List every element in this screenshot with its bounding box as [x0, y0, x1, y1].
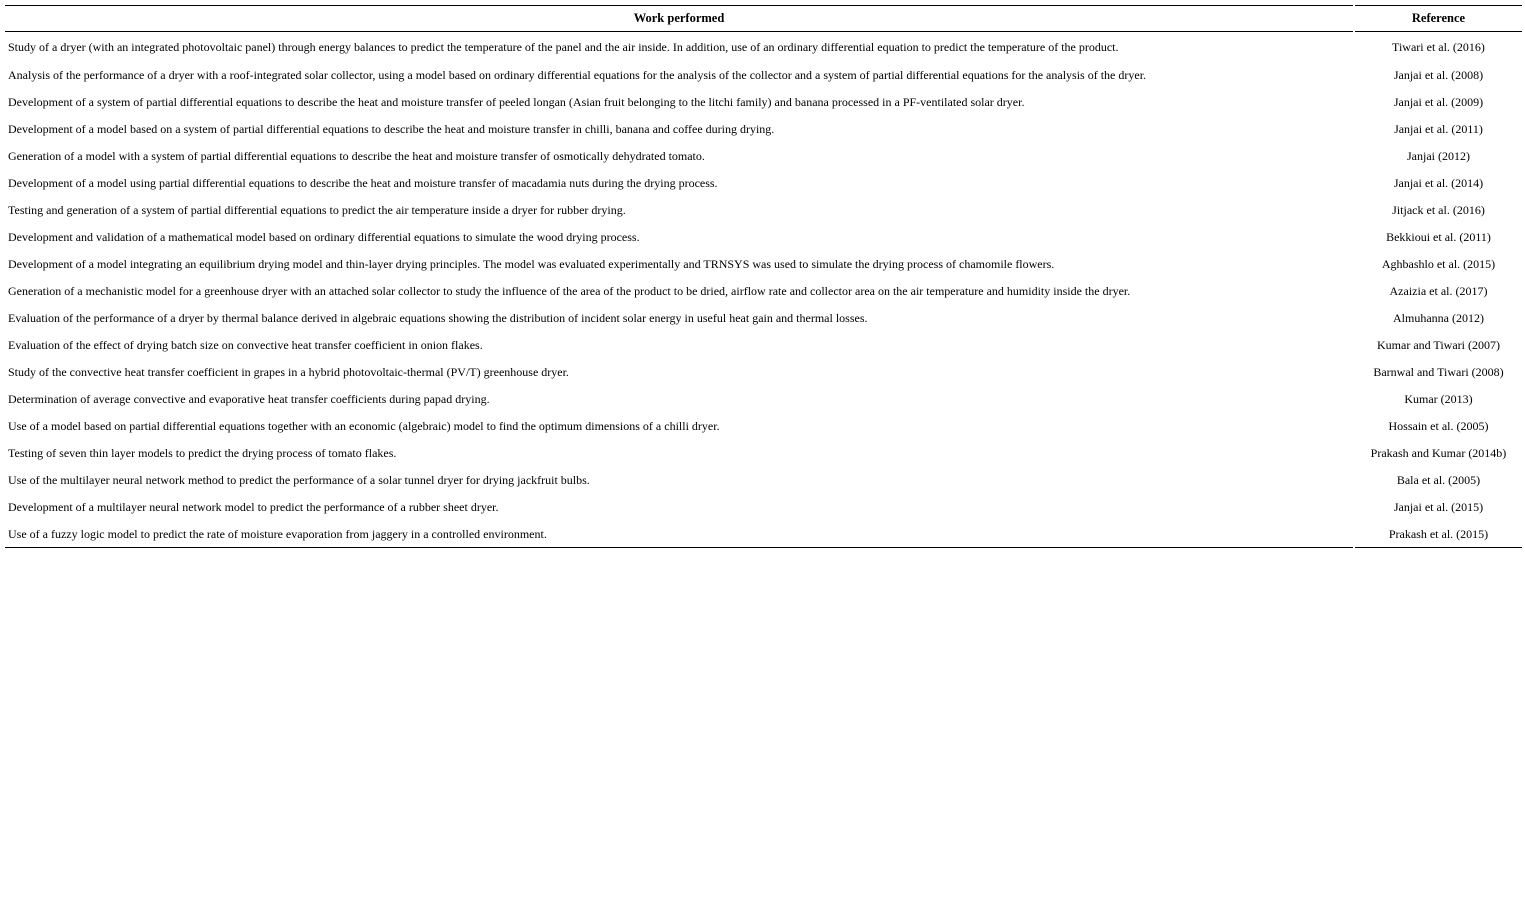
- table-row: [5, 332, 1522, 359]
- reference-cell: Tiwari et al. (2016): [1392, 40, 1485, 54]
- work-performed-cell: Development and validation of a mathematical model based on ordinary differential equations to simulate the wood drying process.: [8, 230, 640, 244]
- table-row: [5, 494, 1522, 521]
- table-row: [5, 89, 1522, 116]
- work-performed-cell: Evaluation of the effect of drying batch size on convective heat transfer coefficient in onion flakes.: [8, 338, 483, 352]
- table-header-row: [5, 5, 1522, 32]
- table-row: [5, 440, 1522, 467]
- reference-cell: Prakash and Kumar (2014b): [1370, 446, 1507, 460]
- reference-cell: Bekkioui et al. (2011): [1386, 230, 1491, 244]
- reference-cell: Prakash et al. (2015): [1355, 521, 1522, 548]
- work-performed-cell: Use of a fuzzy logic model to predict the rate of moisture evaporation from jaggery in a controlled environment.: [5, 521, 1353, 548]
- work-performed-cell: Analysis of the performance of a dryer with a roof-integrated solar collector, using a model based on ordinary differential equations for the analysis of the collector and a system of partial differential equations for the analysis of the dryer.: [8, 68, 1147, 82]
- column-header-reference: Reference: [1355, 5, 1522, 32]
- work-performed-cell: Study of a dryer (with an integrated photovoltaic panel) through energy balances to predict the temperature of the panel and the air inside. In addition, use of an ordinary differential equation to predict the temperature of the product.: [8, 40, 1119, 54]
- table-row: [5, 116, 1522, 143]
- table-row: [5, 251, 1522, 278]
- reference-cell: Janjai et al. (2009): [1393, 95, 1484, 109]
- table-row: [5, 143, 1522, 170]
- reference-cell: Janjai et al. (2008): [1393, 68, 1484, 82]
- reference-cell: Kumar (2013): [1404, 392, 1473, 406]
- table-row: [5, 305, 1522, 332]
- table-row: [5, 278, 1522, 305]
- work-performed-cell: Use of the multilayer neural network method to predict the performance of a solar tunnel dryer for drying jackfruit bulbs.: [8, 473, 590, 487]
- table-row: [5, 197, 1522, 224]
- reference-cell: Janjai et al. (2011): [1394, 122, 1483, 136]
- work-performed-cell: Testing and generation of a system of partial differential equations to predict the air temperature inside a dryer for rubber drying.: [8, 203, 626, 217]
- table-body: [5, 32, 1522, 548]
- literature-table: [3, 5, 1524, 548]
- work-performed-cell: Generation of a model with a system of partial differential equations to describe the heat and moisture transfer of osmotically dehydrated tomato.: [8, 149, 705, 163]
- table-row: [5, 386, 1522, 413]
- table-row: [5, 413, 1522, 440]
- reference-cell: Hossain et al. (2005): [1388, 419, 1489, 433]
- table-row: [5, 467, 1522, 494]
- reference-cell: Janjai et al. (2014): [1393, 176, 1484, 190]
- table-row: [5, 224, 1522, 251]
- table-row: [5, 359, 1522, 386]
- work-performed-cell: Study of the convective heat transfer coefficient in grapes in a hybrid photovoltaic-thermal (PV/T) greenhouse dryer.: [8, 365, 569, 379]
- work-performed-cell: Determination of average convective and evaporative heat transfer coefficients during papad drying.: [8, 392, 490, 406]
- reference-cell: Almuhanna (2012): [1393, 311, 1484, 325]
- table-row: [5, 32, 1522, 62]
- work-performed-cell: Development of a model based on a system of partial differential equations to describe the heat and moisture transfer in chilli, banana and coffee during drying.: [8, 122, 775, 136]
- reference-cell: Janjai (2012): [1407, 149, 1470, 163]
- table-row: [5, 170, 1522, 197]
- table-row: [5, 521, 1522, 548]
- work-performed-cell: Generation of a mechanistic model for a greenhouse dryer with an attached solar collector to study the influence of the area of the product to be dried, airflow rate and collector area on the air temperature and humidity inside the dryer.: [8, 284, 1131, 298]
- work-performed-cell: Development of a model using partial differential equations to describe the heat and moisture transfer of macadamia nuts during the drying process.: [8, 176, 718, 190]
- reference-cell: Azaizia et al. (2017): [1389, 284, 1488, 298]
- literature-table-container: [5, 5, 1520, 548]
- reference-cell: Bala et al. (2005): [1396, 473, 1481, 487]
- work-performed-cell: Use of a model based on partial differential equations together with an economic (algebraic) model to find the optimum dimensions of a chilli dryer.: [8, 419, 720, 433]
- reference-cell: Aghbashlo et al. (2015): [1381, 257, 1496, 271]
- table-row: [5, 62, 1522, 89]
- work-performed-cell: Testing of seven thin layer models to predict the drying process of tomato flakes.: [8, 446, 397, 460]
- reference-cell: Jitjack et al. (2016): [1392, 203, 1485, 217]
- column-header-work-performed: Work performed: [5, 5, 1353, 32]
- reference-cell: Kumar and Tiwari (2007): [1377, 338, 1500, 352]
- reference-cell: Barnwal and Tiwari (2008): [1373, 365, 1504, 379]
- work-performed-cell: Development of a system of partial differential equations to describe the heat and moisture transfer of peeled longan (Asian fruit belonging to the litchi family) and banana processed in a PF-ventilated solar dryer.: [8, 95, 1025, 109]
- work-performed-cell: Evaluation of the performance of a dryer by thermal balance derived in algebraic equations showing the distribution of incident solar energy in useful heat gain and thermal losses.: [8, 311, 868, 325]
- work-performed-cell: Development of a model integrating an equilibrium drying model and thin-layer drying principles. The model was evaluated experimentally and TRNSYS was used to simulate the drying process of chamomile flowers.: [8, 257, 1055, 271]
- work-performed-cell: Development of a multilayer neural network model to predict the performance of a rubber sheet dryer.: [8, 500, 499, 514]
- reference-cell: Janjai et al. (2015): [1393, 500, 1484, 514]
